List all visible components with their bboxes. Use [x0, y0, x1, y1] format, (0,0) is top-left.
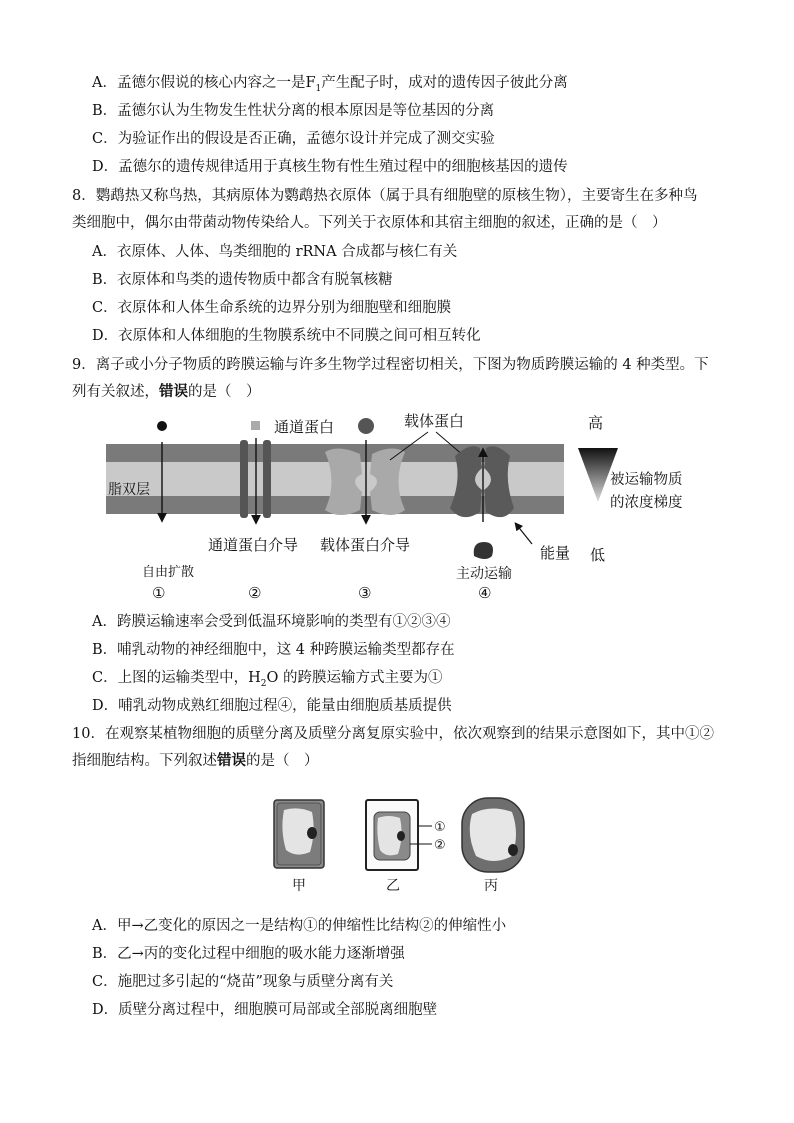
gradient-low-label: 低 — [590, 546, 606, 564]
q8-stem-line1: 8．鹦鹉热又称鸟热，其病原体为鹦鹉热衣原体（属于具有细胞壁的原核生物），主要寄生在多种鸟 — [72, 188, 698, 204]
q7-option-c: C．为验证作出的假设是否正确，孟德尔设计并完成了测交实验 — [92, 131, 495, 147]
q9-stem-line2-text: 列有关叙述， — [72, 384, 159, 400]
channel-protein-right — [263, 440, 271, 518]
q10-stem-line2-text: 指细胞结构。下列叙述 — [72, 753, 217, 769]
q10-stem-line1: 10．在观察某植物细胞的质壁分离及质壁分离复原实验中，依次观察到的结果示意图如下，其中①② — [72, 726, 714, 742]
channel-ion-icon — [251, 421, 260, 430]
q10-option-b: B．乙→丙的变化过程中细胞的吸水能力逐渐增强 — [92, 946, 405, 962]
bilayer-label: 脂双层 — [108, 482, 150, 498]
energy-pointer-icon — [516, 524, 532, 544]
q10-stem-emphasis: 错误 — [217, 753, 246, 769]
cell-yi-nucleus — [397, 831, 405, 841]
q9-option-c-text-end: O 的跨膜运输方式主要为① — [266, 670, 443, 686]
q7-option-a-text-end: 产生配子时，成对的遗传因子彼此分离 — [321, 75, 568, 91]
q9-option-c — [92, 668, 442, 694]
type4-number: ④ — [478, 584, 492, 602]
energy-label: 能量 — [540, 544, 571, 562]
q9-stem-line1: 9．离子或小分子物质的跨膜运输与许多生物学过程密切相关，下图为物质跨膜运输的 4 种类型。下 — [72, 357, 709, 373]
q8-option-d: D．衣原体和人体细胞的生物膜系统中不同膜之间可相互转化 — [92, 328, 481, 344]
channel-protein-left — [240, 440, 248, 518]
type2-number: ② — [248, 584, 262, 602]
q10-option-d: D．质壁分离过程中，细胞膜可局部或全部脱离细胞壁 — [92, 1002, 438, 1018]
q9-stem-line2-end: 的是（ ） — [188, 384, 261, 400]
type1-number: ① — [152, 584, 166, 602]
gradient-high-label: 高 — [588, 414, 604, 432]
q7-option-a — [92, 73, 568, 99]
diffusion-molecule-icon — [157, 421, 167, 431]
q9-option-d: D．哺乳动物成熟红细胞过程④，能量由细胞质基质提供 — [92, 698, 452, 714]
q9-option-c-text: C．上图的运输类型中，H — [92, 670, 261, 686]
cell-jia-label: 甲 — [292, 878, 306, 894]
type3-number: ③ — [358, 584, 372, 602]
q9-option-c-subscript: 2 — [260, 678, 267, 689]
carrier-molecule-icon — [358, 418, 374, 434]
q10-stem-line2-end: 的是（ ） — [246, 753, 319, 769]
struct2-label: ② — [434, 838, 446, 853]
type1-label: 自由扩散 — [142, 565, 195, 580]
type3-label: 载体蛋白介导 — [320, 536, 411, 554]
q8-option-a: A．衣原体、人体、鸟类细胞的 rRNA 合成都与核仁有关 — [92, 244, 458, 260]
q7-option-a-subscript: 1 — [315, 83, 322, 94]
gradient-label-line1: 被运输物质 — [610, 472, 683, 488]
q8-stem-line2: 类细胞中，偶尔由带菌动物传染给人。下列关于衣原体和其宿主细胞的叙述，正确的是（ ） — [72, 215, 667, 231]
channel-protein-label: 通道蛋白 — [274, 418, 335, 436]
cell-bing-label: 丙 — [484, 878, 498, 894]
q9-stem-emphasis: 错误 — [159, 384, 188, 400]
q10-option-c: C．施肥过多引起的“烧苗”现象与质壁分离有关 — [92, 974, 394, 990]
q7-option-d: D．孟德尔的遗传规律适用于真核生物有性生殖过程中的细胞核基因的遗传 — [92, 159, 568, 175]
q7-option-a-text: A．孟德尔假说的核心内容之一是F — [92, 75, 316, 91]
q10-stem-line2 — [72, 751, 319, 771]
carrier-protein-label: 载体蛋白 — [404, 412, 465, 430]
type2-label: 通道蛋白介导 — [208, 536, 299, 554]
q7-option-b: B．孟德尔认为生物发生性状分离的根本原因是等位基因的分离 — [92, 103, 495, 119]
cell-bing-nucleus — [508, 844, 518, 856]
plasmolysis-figure — [268, 792, 536, 902]
q9-option-a: A．跨膜运输速率会受到低温环境影响的类型有①②③④ — [92, 614, 451, 630]
q9-stem-line2 — [72, 382, 261, 402]
type4-label: 主动运输 — [456, 566, 512, 582]
q8-option-b: B．衣原体和鸟类的遗传物质中都含有脱氧核糖 — [92, 272, 393, 288]
cell-jia-nucleus — [307, 827, 317, 839]
q8-option-c: C．衣原体和人体生命系统的边界分别为细胞壁和细胞膜 — [92, 300, 452, 316]
q9-option-b: B．哺乳动物的神经细胞中，这 4 种跨膜运输类型都存在 — [92, 642, 455, 658]
struct1-label: ① — [434, 820, 446, 835]
q10-option-a: A．甲→乙变化的原因之一是结构①的伸缩性比结构②的伸缩性小 — [92, 918, 507, 934]
cell-yi-label: 乙 — [386, 878, 400, 894]
membrane-transport-figure — [100, 408, 700, 604]
atp-icon — [474, 542, 493, 559]
gradient-label-line2: 的浓度梯度 — [610, 495, 683, 511]
